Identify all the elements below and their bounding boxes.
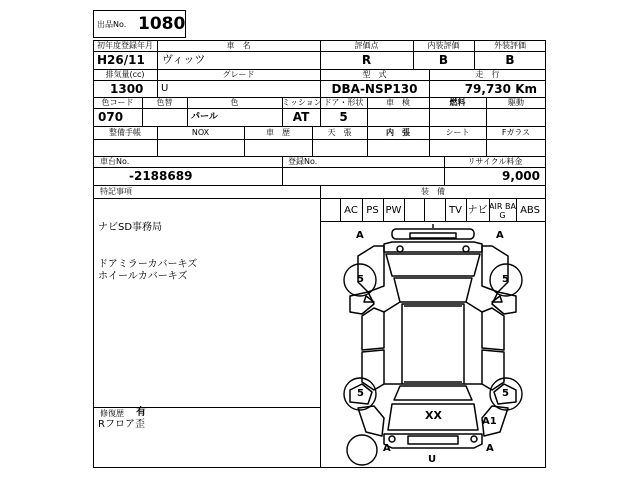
damage-front-right: A	[496, 230, 504, 241]
damage-rear-left: A	[383, 443, 391, 454]
first-reg-label: 初年度登録年月	[97, 41, 153, 50]
color-code-value: 070	[98, 110, 124, 124]
lot-number: 1080	[138, 14, 186, 34]
lot-box	[93, 10, 186, 38]
recycle-fee-label: リサイクル料金	[467, 157, 523, 166]
lot-label: 出品No.	[97, 20, 127, 29]
remarks-label: 特記事項	[100, 187, 132, 196]
chassis-no-value: -2188689	[129, 169, 193, 183]
mission-value: AT	[292, 110, 310, 124]
door-shape-value: 5	[339, 110, 348, 124]
interior-value: B	[438, 53, 449, 67]
damage-side-left-front: 5	[357, 274, 364, 285]
equip-ac: AC	[344, 205, 358, 216]
exterior-value: B	[505, 53, 515, 67]
mileage-value: 79,730 Km	[464, 82, 537, 96]
repair-flag: 有	[136, 407, 146, 418]
seat-label: シート	[445, 128, 470, 137]
car-diagram	[322, 222, 544, 466]
damage-front-left: A	[356, 230, 364, 241]
grade-label: グレード	[222, 70, 255, 79]
car-name-value: ヴィッツ	[162, 53, 206, 66]
equipment-label: 装 備	[421, 187, 445, 196]
equip-navi: ナビ	[467, 205, 488, 216]
score-label: 評価点	[354, 41, 379, 50]
repair-history-label: 修復歴	[100, 409, 124, 418]
remark-line-3: ホイールカバーキズ	[98, 271, 188, 282]
interior-fabric-label: 内 張	[386, 128, 410, 137]
history-label: 車 歴	[266, 128, 290, 137]
damage-rear-center: U	[428, 454, 437, 465]
remark-line-1: ナビSD事務局	[98, 222, 163, 233]
color-code-label: 色コード	[101, 98, 134, 107]
equip-abs: ABS	[520, 205, 540, 216]
recycle-fee-value: 9,000	[502, 169, 540, 183]
sunroof-label: 天 張	[327, 128, 352, 137]
displacement-label: 排気量(cc)	[105, 70, 145, 79]
fuel-label: 燃料	[449, 98, 466, 107]
maintenance-label: 整備手帳	[109, 128, 141, 137]
equip-ps: PS	[366, 205, 379, 216]
remark-line-2: ドアミラーカバーキズ	[98, 259, 198, 270]
f-glass-label: Fガラス	[501, 128, 531, 137]
reg-no-label: 登録No.	[288, 157, 318, 166]
equip-airbag: AIR BAG	[489, 202, 516, 220]
first-reg-value: H26/11	[97, 53, 145, 67]
damage-side-left-rear: 5	[357, 388, 364, 399]
repair-note: Rフロア歪	[98, 419, 145, 430]
chassis-no-label: 車台No.	[100, 157, 130, 166]
drive-label: 駆動	[508, 98, 524, 107]
color-value: パール	[191, 112, 218, 122]
mission-label: ミッション	[282, 98, 322, 107]
inspection-label: 車 検	[386, 98, 410, 107]
car-name-label: 車 名	[226, 41, 251, 50]
equip-blank	[424, 200, 445, 221]
equip-pw: PW	[385, 205, 402, 216]
mileage-label: 走 行	[475, 70, 500, 79]
equip-tv: TV	[449, 205, 462, 216]
damage-rear-right-a1: A1	[482, 416, 497, 427]
door-shape-label: ドア・形状	[323, 98, 364, 107]
damage-trunk: XX	[425, 409, 442, 422]
damage-side-right-rear: 5	[502, 388, 509, 399]
interior-label: 内装評価	[427, 41, 460, 50]
damage-side-right-front: 5	[502, 274, 509, 285]
color-change-label: 色替	[156, 98, 173, 107]
grade-value: U	[161, 83, 169, 94]
model-label: 型 式	[362, 70, 387, 79]
exterior-label: 外装評価	[494, 41, 526, 50]
color-label: 色	[230, 98, 239, 107]
nox-label: NOX	[191, 128, 210, 137]
damage-rear-right: A	[486, 443, 494, 454]
model-value: DBA-NSP130	[331, 82, 418, 96]
score-value: R	[361, 53, 372, 67]
displacement-value: 1300	[110, 82, 144, 96]
